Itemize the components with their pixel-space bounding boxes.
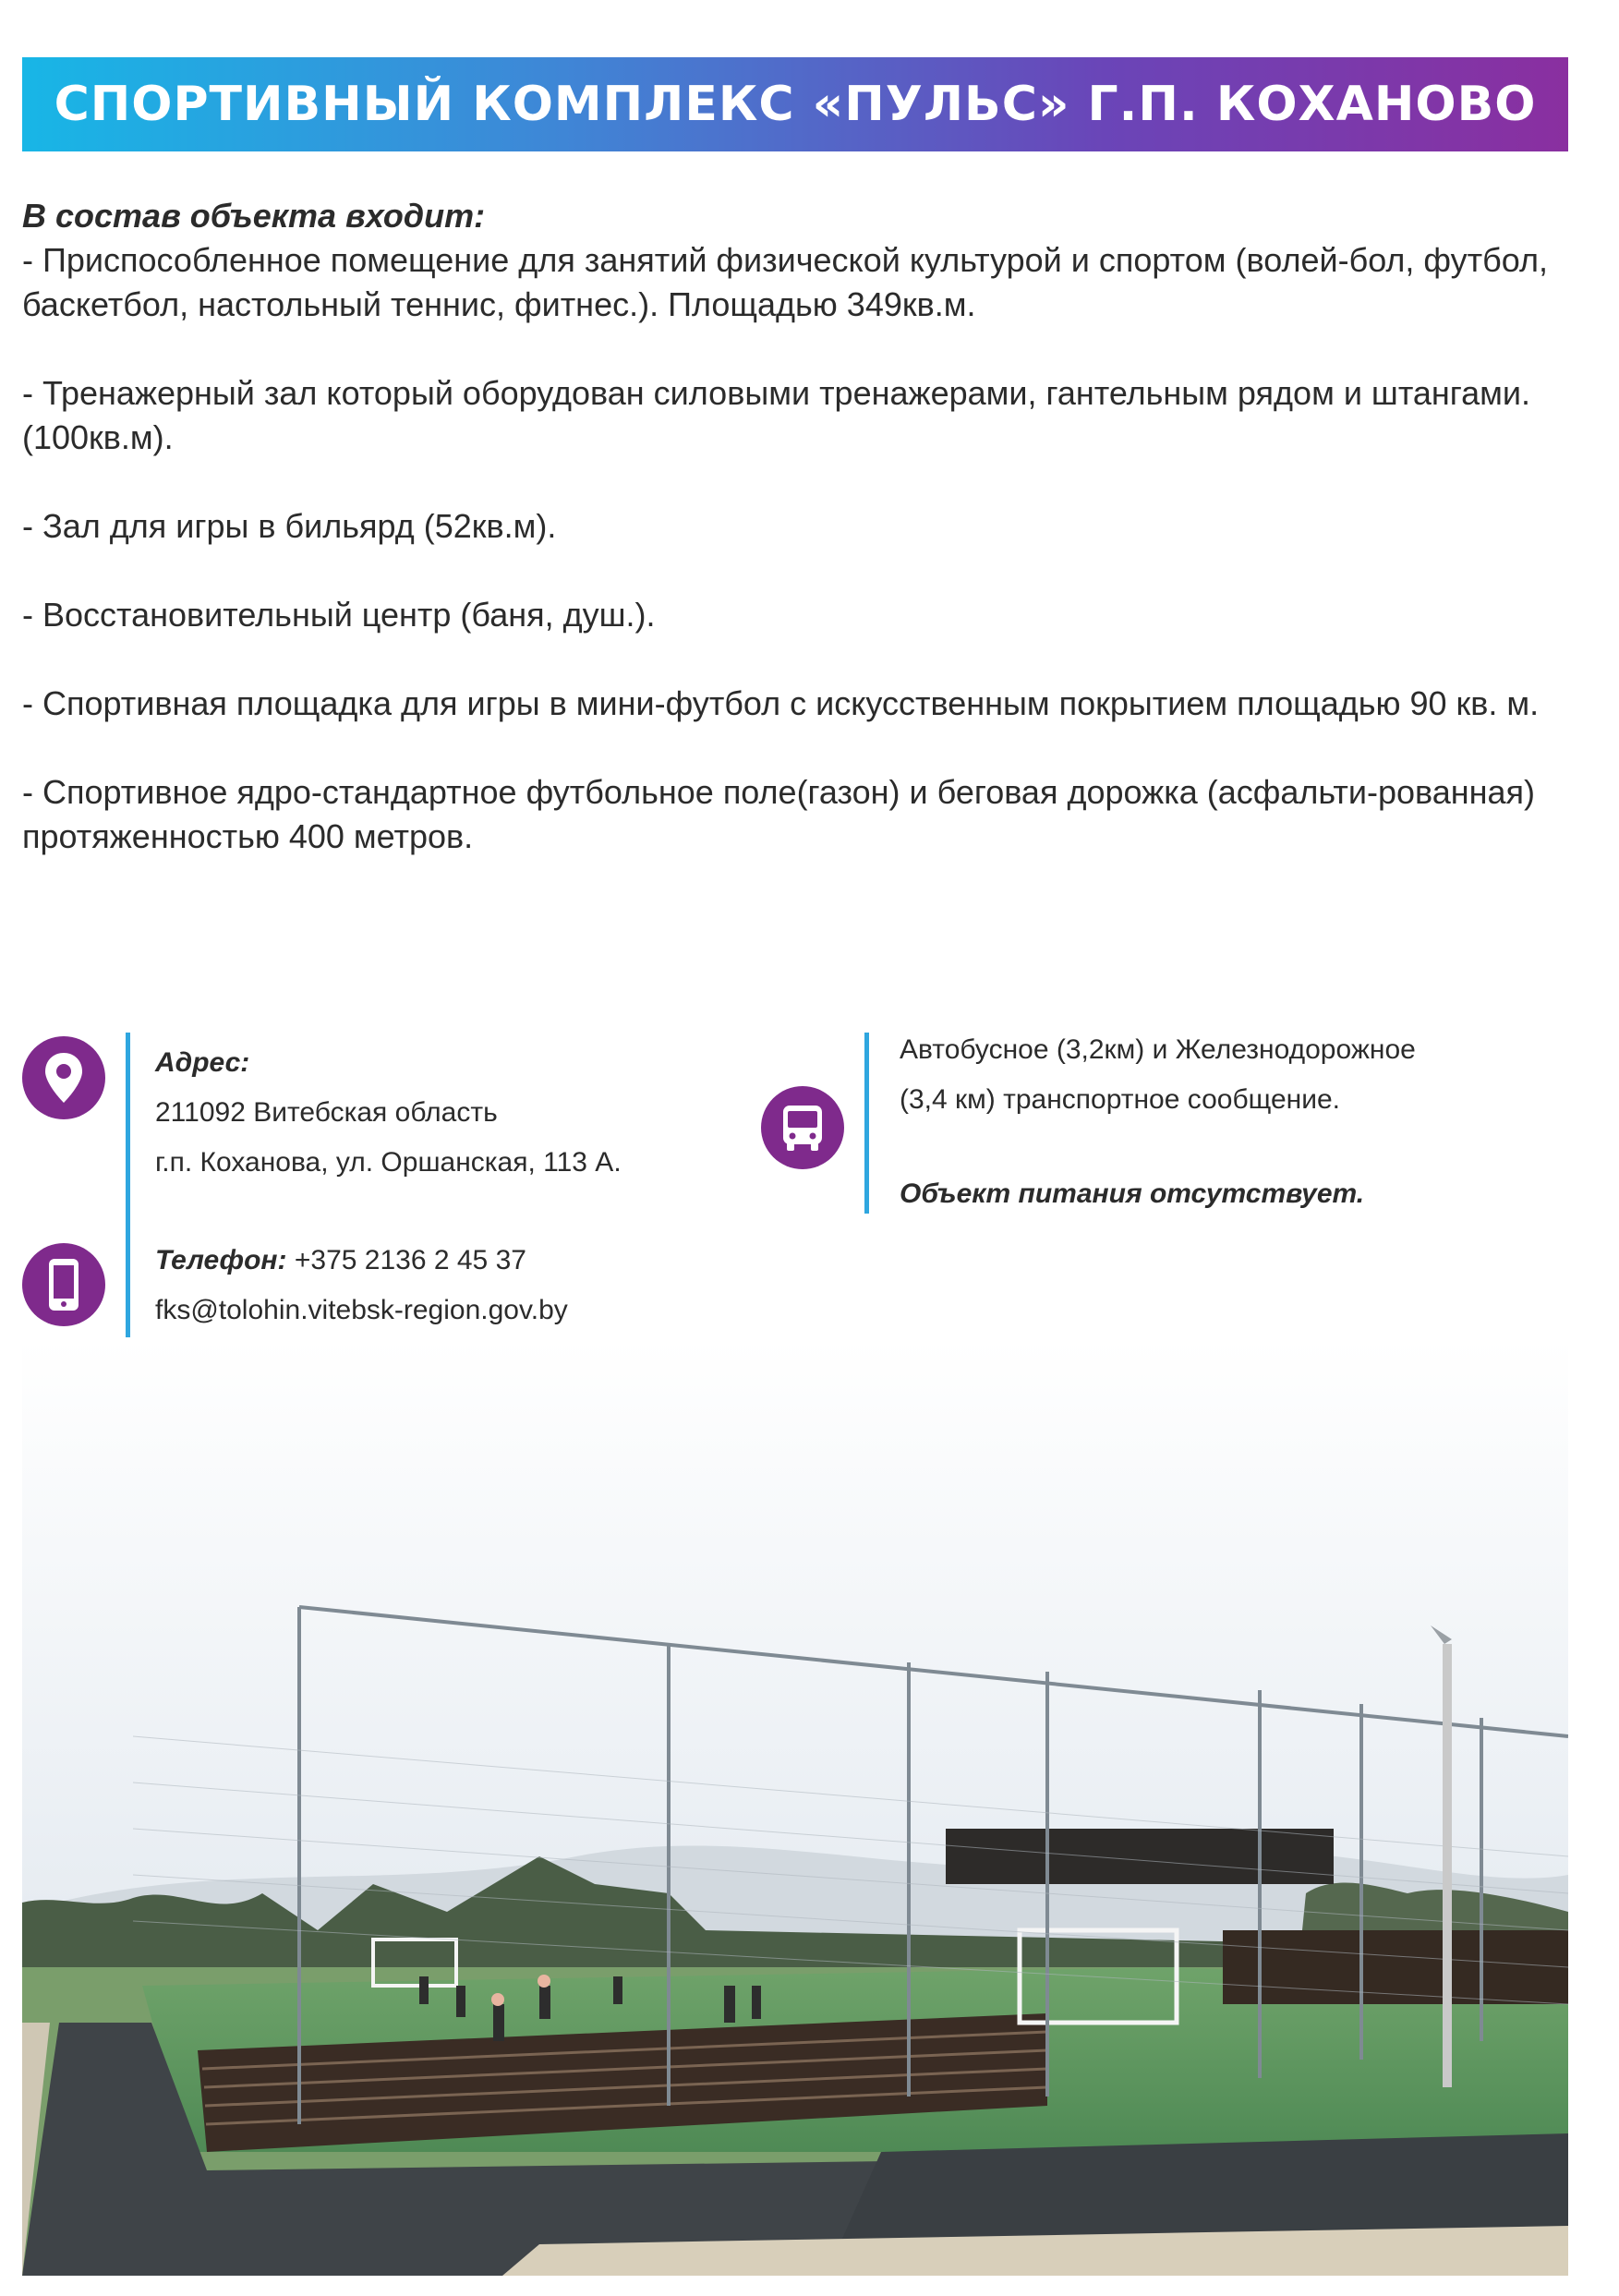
food-note: Объект питания отсутствует.: [900, 1178, 1365, 1209]
location-pin-icon: [22, 1036, 105, 1119]
phone-block: [155, 1236, 568, 1335]
bus-icon: [761, 1086, 844, 1169]
description-item: - Восстановительный центр (баня, душ.).: [22, 596, 656, 634]
description-lead: В состав объекта входит:: [22, 197, 486, 235]
transport-divider: [864, 1033, 869, 1214]
address-block: [155, 1038, 622, 1188]
phone-label: Телефон:: [155, 1245, 287, 1275]
description-block: [22, 194, 1601, 903]
address-label: Адрес:: [155, 1047, 250, 1078]
address-line-1: 211092 Витебская область: [155, 1097, 498, 1128]
description-item: - Тренажерный зал который оборудован силовыми тренажерами, гантельным рядом и штангами. (100кв.м).: [22, 374, 1531, 456]
contacts-divider: [126, 1033, 130, 1337]
description-item: - Зал для игры в бильярд (52кв.м).: [22, 507, 557, 545]
phone-icon: [22, 1243, 105, 1326]
phone-number[interactable]: +375 2136 2 45 37: [294, 1245, 526, 1275]
title-banner: [22, 57, 1568, 151]
page-title: СПОРТИВНЫЙ КОМПЛЕКС «ПУЛЬС» Г.П. КОХАНОВО: [54, 77, 1537, 132]
address-line-2: г.п. Коханова, ул. Оршанская, 113 А.: [155, 1147, 622, 1178]
description-item: - Спортивная площадка для игры в мини-футбол с искусственным покрытием площадью 90 кв. м.: [22, 684, 1540, 722]
sports-ground-photo: [22, 1339, 1568, 2276]
transport-line-2: (3,4 км) транспортное сообщение.: [900, 1084, 1341, 1115]
description-item: - Приспособленное помещение для занятий физической культурой и спортом (волей-бол, футбол, баскетбол, настольный теннис, фитнес.). Площадью 349кв.м.: [22, 241, 1548, 323]
transport-line-1: Автобусное (3,2км) и Железнодорожное: [900, 1034, 1416, 1065]
description-item: - Спортивное ядро-стандартное футбольное поле(газон) и беговая дорожка (асфальти-рованная) протяженностью 400 метров.: [22, 773, 1535, 855]
email-address[interactable]: fks@tolohin.vitebsk-region.gov.by: [155, 1295, 568, 1325]
transport-block: [900, 1025, 1416, 1219]
